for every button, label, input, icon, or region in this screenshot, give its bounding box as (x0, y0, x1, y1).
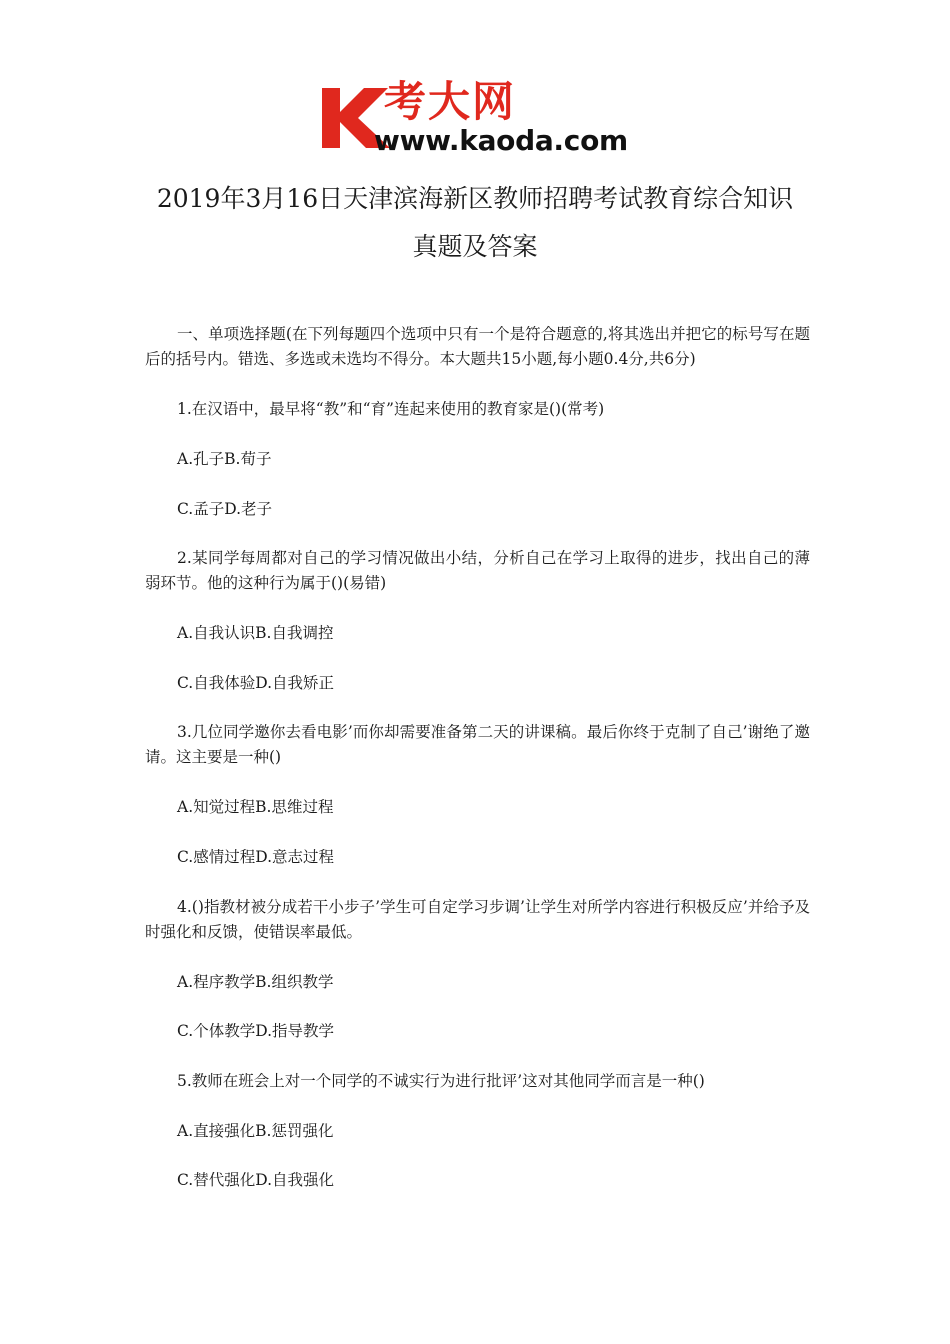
document-title-line-1: 2019年3月16日天津滨海新区教师招聘考试教育综合知识 (156, 184, 794, 213)
question-4-stem: 4.()指教材被分成若干小步子’学生可自定学习步调’让学生对所学内容进行积极反应’并给予及时强化和反馈，使错误率最低。 (145, 898, 810, 941)
logo-chinese-name: 考大网 (384, 77, 517, 126)
question-3-stem: 3.几位同学邀你去看电影’而你却需要准备第二天的讲课稿。最后你终于克制了自己’谢绝了邀请。这主要是一种() (145, 723, 810, 766)
question-5-options-cd: C.替代强化D.自我强化 (177, 1171, 335, 1189)
question-3-options-cd: C.感情过程D.意志过程 (177, 848, 335, 866)
question-4-options-ab: A.程序教学B.组织教学 (177, 973, 334, 991)
section-heading: 一、单项选择题(在下列每题四个选项中只有一个是符合题意的,将其选出并把它的标号写在题后的括号内。错选、多选或未选均不得分。本大题共15小题,每小题0.4分,共6分) (145, 325, 810, 368)
document-title-line-2: 真题及答案 (412, 232, 538, 261)
question-1-options-ab: A.孔子B.荀子 (177, 450, 272, 468)
question-5-stem: 5.教师在班会上对一个同学的不诚实行为进行批评’这对其他同学而言是一种() (177, 1072, 705, 1090)
logo-url: www.kaoda.com (374, 124, 628, 157)
question-3-options-ab: A.知觉过程B.思维过程 (177, 798, 334, 816)
question-2-stem: 2.某同学每周都对自己的学习情况做出小结，分析自己在学习上取得的进步，找出自己的薄弱环节。他的这种行为属于()(易错) (145, 549, 810, 592)
question-2-options-cd: C.自我体验D.自我矫正 (177, 674, 335, 692)
question-4-options-cd: C.个体教学D.指导教学 (177, 1022, 335, 1040)
question-1-options-cd: C.孟子D.老子 (177, 500, 273, 518)
question-5-options-ab: A.直接强化B.惩罚强化 (177, 1122, 334, 1140)
question-1-stem: 1.在汉语中，最早将“教”和“育”连起来使用的教育家是()(常考) (177, 400, 605, 418)
site-logo (318, 78, 638, 158)
question-2-options-ab: A.自我认识B.自我调控 (177, 624, 334, 642)
